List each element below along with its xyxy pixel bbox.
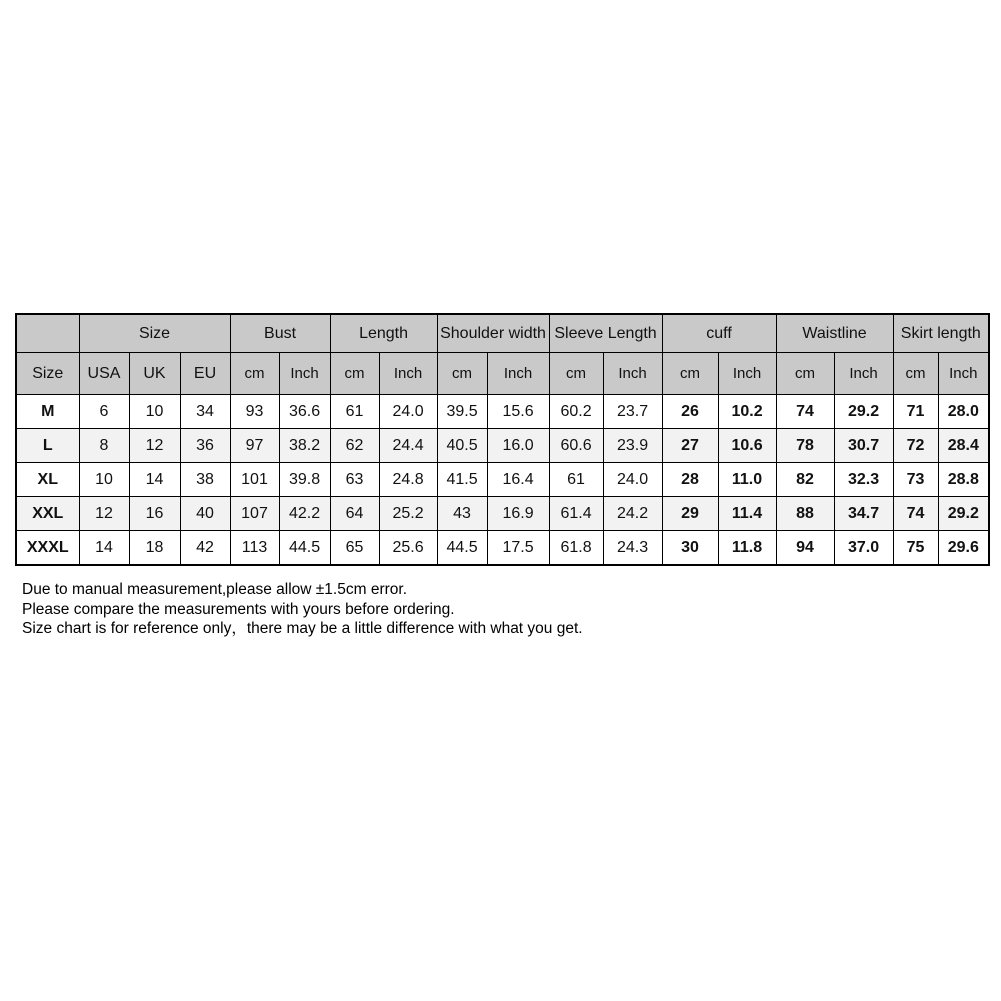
size-row-xxxl [16, 531, 989, 566]
measurement-notes [22, 580, 962, 639]
bust-cm: 93 [230, 395, 279, 429]
bust-inch: 38.2 [279, 429, 330, 463]
sub-header-size: Size [16, 353, 79, 395]
cuff-cm: 30 [662, 531, 718, 566]
cuff-cm: 29 [662, 497, 718, 531]
sleeve-inch: 24.0 [603, 463, 662, 497]
shoulder-cm: 39.5 [437, 395, 487, 429]
sub-header-uk: UK [129, 353, 180, 395]
length-inch: 24.4 [379, 429, 437, 463]
note-reference-only: Size chart is for reference only，there may be a little difference with what you get. [22, 620, 583, 637]
cuff-inch: 11.8 [718, 531, 776, 566]
sub-header-length-cm: cm [330, 353, 379, 395]
shoulder-inch: 16.9 [487, 497, 549, 531]
uk-size: 10 [129, 395, 180, 429]
bust-inch: 39.8 [279, 463, 330, 497]
shoulder-inch: 15.6 [487, 395, 549, 429]
group-header-skirt-length: Skirt length [893, 314, 989, 353]
skirt-cm: 73 [893, 463, 938, 497]
sleeve-cm: 60.2 [549, 395, 603, 429]
size-label: L [16, 429, 79, 463]
bust-inch: 44.5 [279, 531, 330, 566]
size-rows [16, 395, 989, 566]
sub-header-sleeve-cm: cm [549, 353, 603, 395]
cuff-inch: 10.2 [718, 395, 776, 429]
length-inch: 25.2 [379, 497, 437, 531]
uk-size: 12 [129, 429, 180, 463]
waist-inch: 37.0 [834, 531, 893, 566]
sleeve-inch: 24.3 [603, 531, 662, 566]
waist-cm: 74 [776, 395, 834, 429]
waist-inch: 30.7 [834, 429, 893, 463]
bust-cm: 97 [230, 429, 279, 463]
skirt-cm: 72 [893, 429, 938, 463]
group-header-waistline: Waistline [776, 314, 893, 353]
cuff-inch: 11.0 [718, 463, 776, 497]
group-header-length: Length [330, 314, 437, 353]
sub-header-waist-inch: Inch [834, 353, 893, 395]
length-cm: 65 [330, 531, 379, 566]
group-header-sleeve-length: Sleeve Length [549, 314, 662, 353]
usa-size: 8 [79, 429, 129, 463]
sleeve-inch: 23.7 [603, 395, 662, 429]
sub-header-waist-cm: cm [776, 353, 834, 395]
eu-size: 34 [180, 395, 230, 429]
eu-size: 40 [180, 497, 230, 531]
size-row-xl [16, 463, 989, 497]
sub-header-cuff-inch: Inch [718, 353, 776, 395]
usa-size: 10 [79, 463, 129, 497]
skirt-cm: 75 [893, 531, 938, 566]
sub-header-sleeve-inch: Inch [603, 353, 662, 395]
length-cm: 61 [330, 395, 379, 429]
skirt-inch: 28.0 [938, 395, 989, 429]
length-cm: 64 [330, 497, 379, 531]
size-chart-table [15, 313, 990, 566]
size-label: XL [16, 463, 79, 497]
sub-header-shoulder-inch: Inch [487, 353, 549, 395]
cuff-inch: 10.6 [718, 429, 776, 463]
group-header-cuff: cuff [662, 314, 776, 353]
shoulder-inch: 17.5 [487, 531, 549, 566]
eu-size: 42 [180, 531, 230, 566]
sleeve-cm: 61.8 [549, 531, 603, 566]
shoulder-cm: 43 [437, 497, 487, 531]
bust-inch: 42.2 [279, 497, 330, 531]
waist-cm: 82 [776, 463, 834, 497]
uk-size: 18 [129, 531, 180, 566]
bust-inch: 36.6 [279, 395, 330, 429]
group-header-bust: Bust [230, 314, 330, 353]
bust-cm: 101 [230, 463, 279, 497]
waist-cm: 78 [776, 429, 834, 463]
group-header-blank [16, 314, 79, 353]
sleeve-cm: 60.6 [549, 429, 603, 463]
note-measurement-error: Due to manual measurement,please allow ±1.5cm error. [22, 581, 407, 598]
length-inch: 25.6 [379, 531, 437, 566]
sub-header-shoulder-cm: cm [437, 353, 487, 395]
size-label: M [16, 395, 79, 429]
length-cm: 63 [330, 463, 379, 497]
bust-cm: 113 [230, 531, 279, 566]
sleeve-cm: 61 [549, 463, 603, 497]
length-inch: 24.0 [379, 395, 437, 429]
group-header-size: Size [79, 314, 230, 353]
uk-size: 14 [129, 463, 180, 497]
shoulder-cm: 44.5 [437, 531, 487, 566]
note-compare-measurements: Please compare the measurements with yours before ordering. [22, 600, 455, 618]
sub-header-eu: EU [180, 353, 230, 395]
skirt-cm: 71 [893, 395, 938, 429]
usa-size: 6 [79, 395, 129, 429]
sleeve-inch: 24.2 [603, 497, 662, 531]
sleeve-inch: 23.9 [603, 429, 662, 463]
skirt-inch: 29.6 [938, 531, 989, 566]
cuff-inch: 11.4 [718, 497, 776, 531]
skirt-inch: 28.4 [938, 429, 989, 463]
shoulder-cm: 40.5 [437, 429, 487, 463]
cuff-cm: 26 [662, 395, 718, 429]
shoulder-inch: 16.0 [487, 429, 549, 463]
length-inch: 24.8 [379, 463, 437, 497]
size-label: XXL [16, 497, 79, 531]
sub-header-bust-inch: Inch [279, 353, 330, 395]
sub-header-skirt-cm: cm [893, 353, 938, 395]
skirt-cm: 74 [893, 497, 938, 531]
shoulder-cm: 41.5 [437, 463, 487, 497]
shoulder-inch: 16.4 [487, 463, 549, 497]
sub-header-usa: USA [79, 353, 129, 395]
sub-header-row [16, 353, 989, 395]
group-header-row [16, 314, 989, 353]
skirt-inch: 29.2 [938, 497, 989, 531]
length-cm: 62 [330, 429, 379, 463]
waist-cm: 94 [776, 531, 834, 566]
eu-size: 36 [180, 429, 230, 463]
sub-header-bust-cm: cm [230, 353, 279, 395]
sleeve-cm: 61.4 [549, 497, 603, 531]
sub-header-length-inch: Inch [379, 353, 437, 395]
sub-header-skirt-inch: Inch [938, 353, 989, 395]
usa-size: 12 [79, 497, 129, 531]
size-row-xxl [16, 497, 989, 531]
waist-cm: 88 [776, 497, 834, 531]
eu-size: 38 [180, 463, 230, 497]
size-row-m [16, 395, 989, 429]
group-header-shoulder-width: Shoulder width [437, 314, 549, 353]
skirt-inch: 28.8 [938, 463, 989, 497]
size-label: XXXL [16, 531, 79, 566]
cuff-cm: 28 [662, 463, 718, 497]
waist-inch: 29.2 [834, 395, 893, 429]
uk-size: 16 [129, 497, 180, 531]
cuff-cm: 27 [662, 429, 718, 463]
usa-size: 14 [79, 531, 129, 566]
size-row-l [16, 429, 989, 463]
waist-inch: 34.7 [834, 497, 893, 531]
sub-header-cuff-cm: cm [662, 353, 718, 395]
waist-inch: 32.3 [834, 463, 893, 497]
bust-cm: 107 [230, 497, 279, 531]
